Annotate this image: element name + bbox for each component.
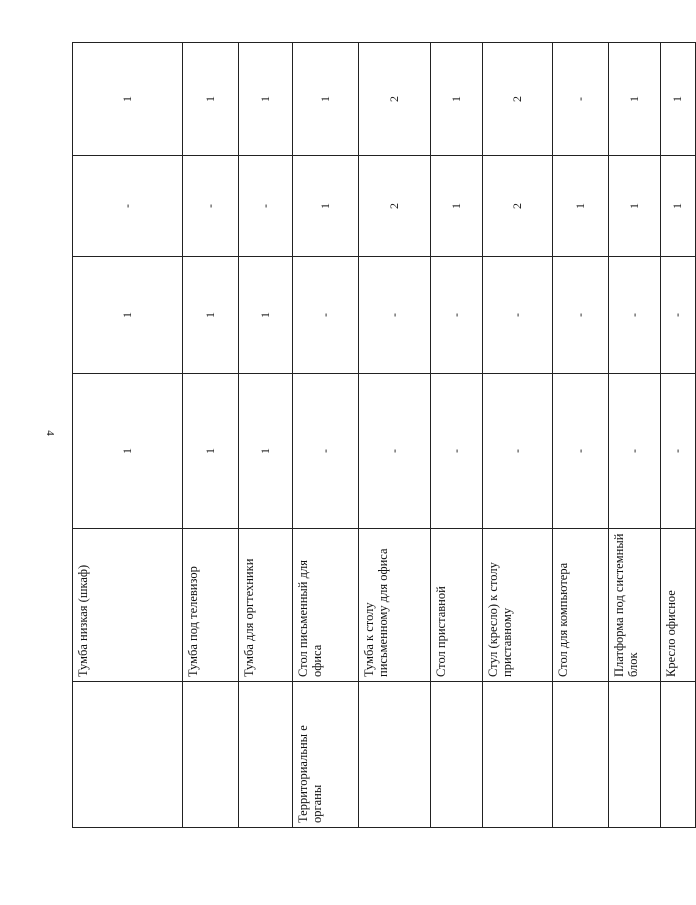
category-cell — [239, 682, 293, 828]
value-cell: 1 — [73, 43, 183, 156]
value-cell: - — [359, 374, 431, 529]
item-name-cell: Стол для компьютера — [553, 529, 609, 682]
value-cell: 2 — [359, 156, 431, 257]
value-cell: - — [431, 374, 483, 529]
table-row — [183, 43, 239, 828]
item-name-cell: Тумба для оргтехники — [239, 529, 293, 682]
value-cell: 2 — [483, 43, 553, 156]
value-cell: - — [661, 257, 696, 374]
value-cell: - — [553, 257, 609, 374]
category-cell — [553, 682, 609, 828]
item-name-cell: Стул (кресло) к столу приставному — [483, 529, 553, 682]
item-name-cell: Тумба низкая (шкаф) — [73, 529, 183, 682]
value-cell: 1 — [553, 156, 609, 257]
value-cell: - — [359, 257, 431, 374]
category-cell — [483, 682, 553, 828]
category-cell — [609, 682, 661, 828]
value-cell: 2 — [359, 43, 431, 156]
value-cell: - — [483, 257, 553, 374]
value-cell: 2 — [483, 156, 553, 257]
table-row — [553, 43, 609, 828]
table-row — [239, 43, 293, 828]
table-row — [431, 43, 483, 828]
value-cell: 1 — [239, 257, 293, 374]
value-cell: 1 — [431, 156, 483, 257]
furniture-table — [72, 42, 696, 828]
value-cell: 1 — [73, 257, 183, 374]
table-row — [73, 43, 183, 828]
table-row — [293, 43, 359, 828]
value-cell: 1 — [609, 156, 661, 257]
item-name-cell: Тумба к столу письменному для офиса — [359, 529, 431, 682]
table-row — [661, 43, 696, 828]
value-cell: - — [609, 257, 661, 374]
value-cell: 1 — [293, 43, 359, 156]
item-name-cell: Кресло офисное — [661, 529, 696, 682]
value-cell: - — [73, 156, 183, 257]
category-cell — [73, 682, 183, 828]
table-row — [609, 43, 661, 828]
value-cell: - — [609, 374, 661, 529]
value-cell: 1 — [609, 43, 661, 156]
item-name-cell: Стол приставной — [431, 529, 483, 682]
item-name-cell: Платформа под системный блок — [609, 529, 661, 682]
item-name-cell: Тумба под телевизор — [183, 529, 239, 682]
rotated-table-wrapper — [72, 43, 685, 828]
value-cell: 1 — [661, 156, 696, 257]
value-cell: 1 — [183, 43, 239, 156]
category-cell — [431, 682, 483, 828]
value-cell: - — [293, 374, 359, 529]
value-cell: 1 — [431, 43, 483, 156]
category-cell — [183, 682, 239, 828]
value-cell: 1 — [183, 257, 239, 374]
value-cell: 1 — [183, 374, 239, 529]
value-cell: - — [239, 156, 293, 257]
category-cell: Территориальны е органы — [293, 682, 359, 828]
value-cell: 1 — [239, 43, 293, 156]
table-row — [483, 43, 553, 828]
value-cell: - — [553, 43, 609, 156]
category-cell — [359, 682, 431, 828]
value-cell: 1 — [293, 156, 359, 257]
value-cell: - — [661, 374, 696, 529]
table-row — [359, 43, 431, 828]
value-cell: - — [293, 257, 359, 374]
value-cell: - — [483, 374, 553, 529]
value-cell: - — [553, 374, 609, 529]
item-name-cell: Стол письменный для офиса — [293, 529, 359, 682]
value-cell: 1 — [661, 43, 696, 156]
value-cell: - — [431, 257, 483, 374]
value-cell: - — [183, 156, 239, 257]
category-cell — [661, 682, 696, 828]
page-number: 4 — [44, 430, 56, 436]
value-cell: 1 — [73, 374, 183, 529]
value-cell: 1 — [239, 374, 293, 529]
